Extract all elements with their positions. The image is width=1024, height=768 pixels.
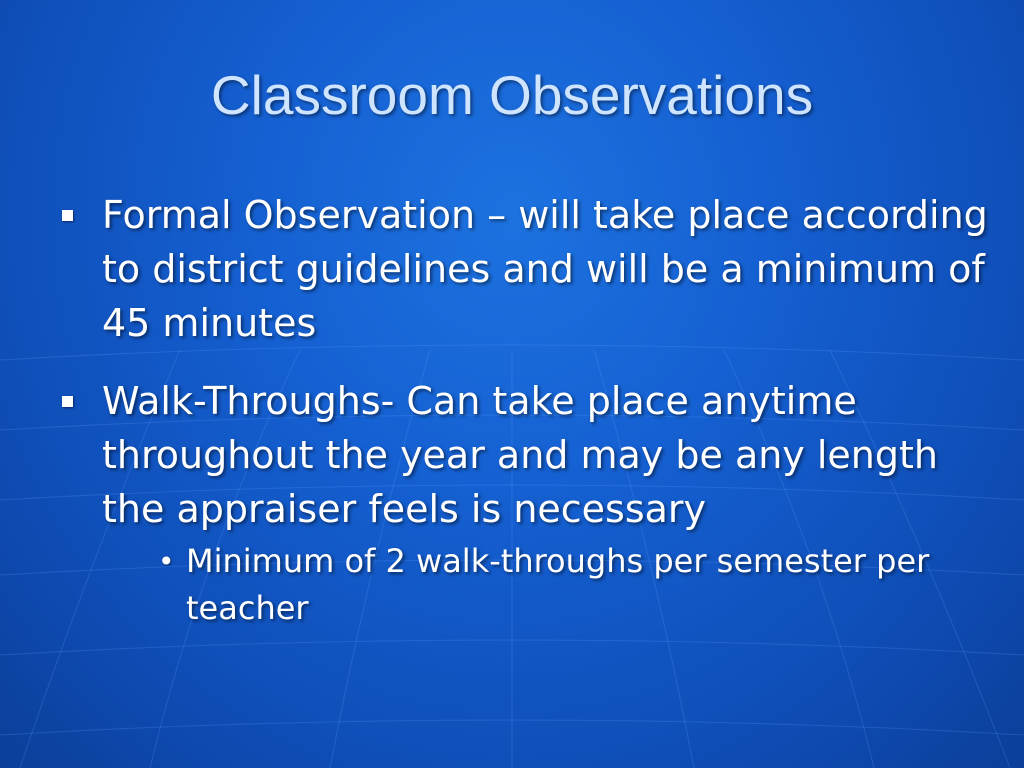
- bullet-text: Walk-Throughs- Can take place anytime throughout the year and may be any length the appraiser feels is necessary: [102, 379, 938, 531]
- bullet-text: Formal Observation – will take place according to district guidelines and will be a minimum of 45 minutes: [102, 193, 988, 345]
- sub-bullet-minimum-walk-throughs: [158, 538, 1002, 632]
- bullet-formal-observation: [62, 188, 1002, 350]
- sub-bullet-text: Minimum of 2 walk-throughs per semester per teacher: [186, 542, 930, 627]
- bullet-walk-throughs: [62, 374, 1002, 632]
- slide-title: Classroom Observations: [210, 64, 814, 126]
- square-bullet-icon: [62, 210, 73, 221]
- slide-content: [62, 188, 1002, 656]
- dot-bullet-icon: •: [158, 545, 175, 578]
- square-bullet-icon: [62, 396, 73, 407]
